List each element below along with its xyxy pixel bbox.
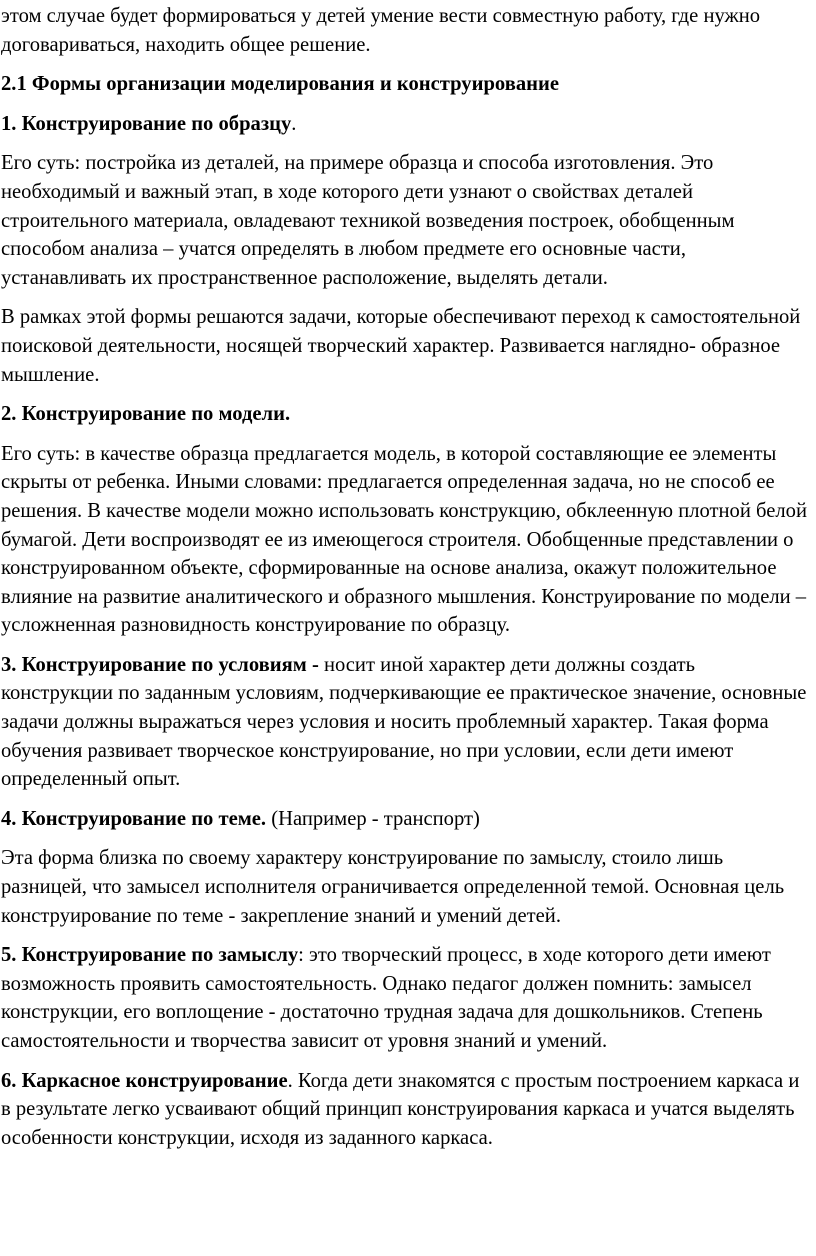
form4-paragraph-1: Эта форма близка по своему характеру конструирование по замыслу, стоило лишь разницей, что замысел исполнителя ограничивается определенной темой. Основная цель конструирование по теме - закрепление знаний и умений детей. — [1, 847, 785, 927]
form6-heading: 6. Каркасное конструирование — [1, 1069, 288, 1092]
form5-heading: 5. Конструирование по замыслу — [1, 944, 299, 967]
form4-heading-line — [1, 805, 808, 834]
form5-paragraph — [1, 941, 808, 1055]
form6-paragraph — [1, 1067, 808, 1153]
form3-heading: 3. Конструирование по условиям - — [1, 653, 319, 676]
form1-heading-text: 1. Конструирование по образцу — [1, 112, 292, 135]
form1-paragraph-2: В рамках этой формы решаются задачи, которые обеспечивают переход к самостоятельной поисковой деятельности, носящей творческий характер. Развивается наглядно- образное мышление. — [1, 306, 801, 386]
form3-paragraph — [1, 651, 808, 794]
form5-text: : это творческий процесс, в ходе которого дети имеют возможность проявить самостоятельность. Однако педагог должен помнить: замысел конструкции, его воплощение - достаточно трудная задача для дошкольников. Степень самостоятельности и творчества зависит от уровня знаний и умений. — [1, 944, 771, 1052]
section-title: 2.1 Формы организации моделирования и конструирование — [1, 73, 559, 96]
form4-heading: 4. Конструирование по теме. — [1, 807, 267, 830]
form1-heading-tail: . — [291, 112, 297, 135]
form4-heading-tail: (Например - транспорт) — [266, 807, 480, 830]
form2-paragraph-1: Его суть: в качестве образца предлагается модель, в которой составляющие ее элементы скрыты от ребенка. Иными словами: предлагается определенная задача, но не способ ее решения. В качестве модели можно использовать конструкцию, обклеенную плотной белой бумагой. Дети воспроизводят ее из имеющегося строителя. Обобщенные представлении о конструированном объекте, сформированные на основе анализа, окажут положительное влияние на развитие аналитического и образного мышления. Конструирование по модели – усложненная разновидность конструирование по образцу. — [1, 442, 807, 637]
form3-text: носит иной характер дети должны создать конструкции по заданным условиям, подчеркивающие ее практическое значение, основные задачи должны выражаться через условия и носить проблемный характер. Такая форма обучения развивает творческое конструирование, но при условии, если дети имеют определенный опыт. — [1, 653, 807, 791]
intro-paragraph: этом случае будет формироваться у детей умение вести совместную работу, где нужно договариваться, находить общее решение. — [1, 5, 761, 56]
form1-heading — [1, 110, 808, 139]
form1-paragraph-1: Его суть: постройка из деталей, на примере образца и способа изготовления. Это необходимый и важный этап, в ходе которого дети узнают о свойствах деталей строительного материала, овладевают техникой возведения построек, обобщенным способом анализа – учатся определять в любом предмете его основные части, устанавливать их пространственное расположение, выделять детали. — [1, 152, 735, 289]
form6-text: . Когда дети знакомятся с простым построением каркаса и в результате легко усваивают общий принцип конструирования каркаса и учатся выделять особенности конструкции, исходя из заданного каркаса. — [1, 1069, 800, 1149]
form2-heading: 2. Конструирование по модели. — [1, 403, 291, 426]
